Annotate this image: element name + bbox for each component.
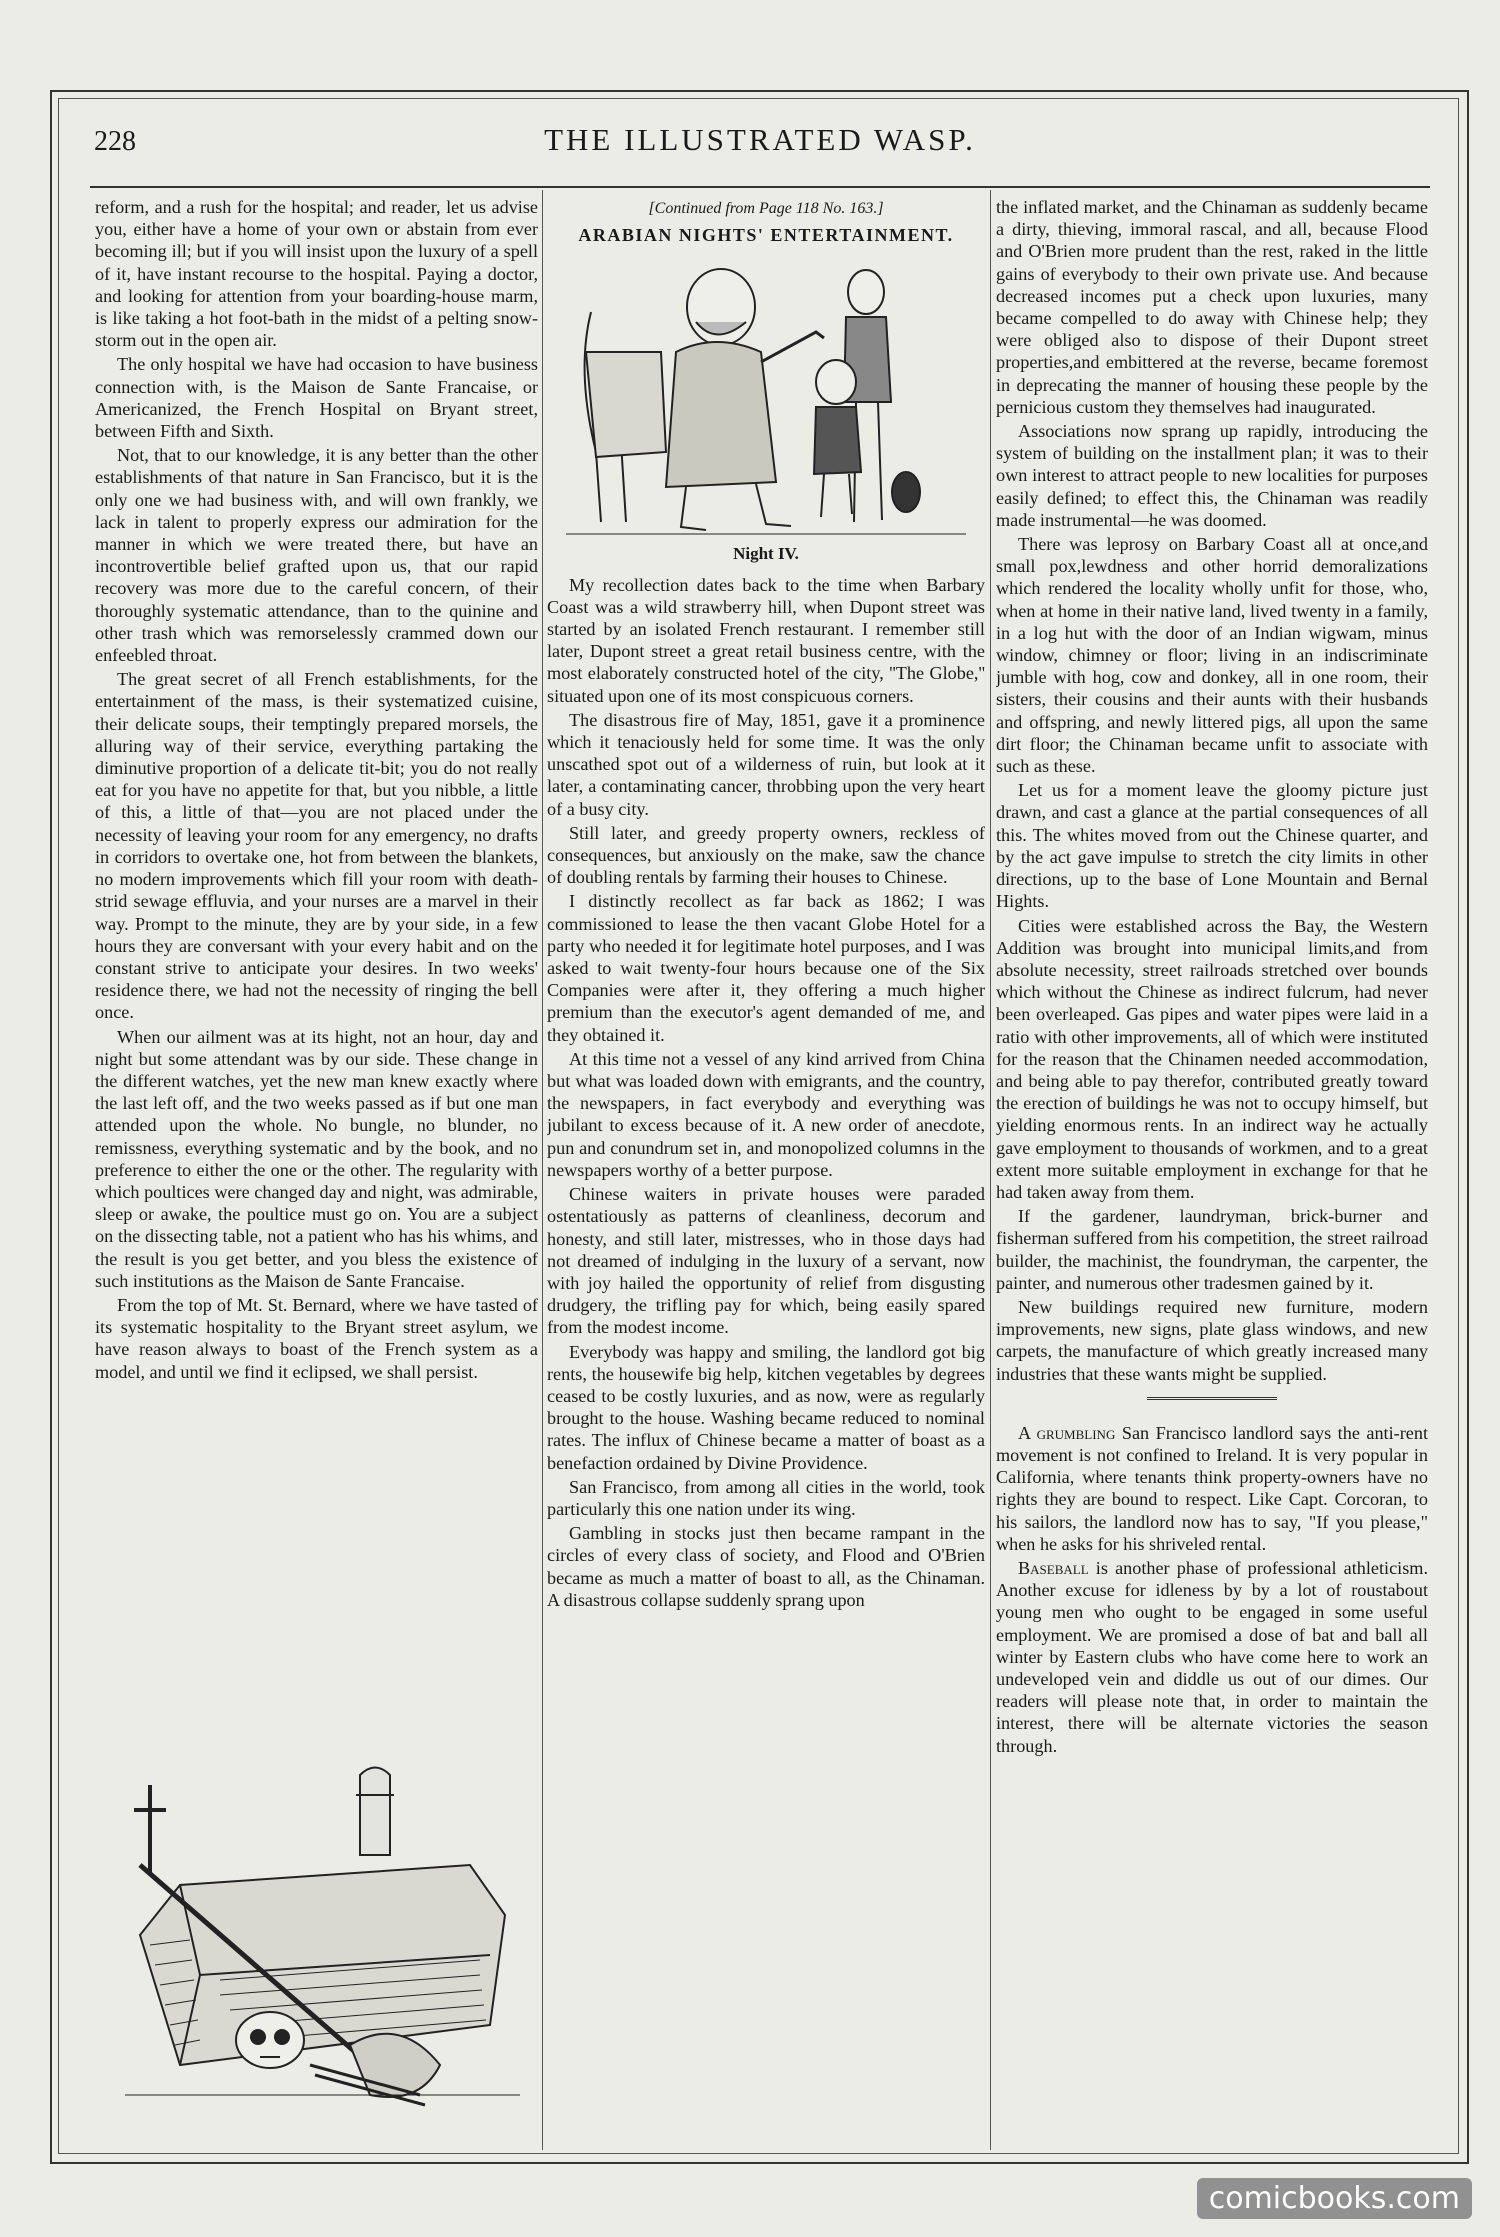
section-divider <box>1147 1397 1277 1400</box>
page-number: 228 <box>94 126 136 157</box>
watermark: comicbooks.com <box>1197 2178 1472 2219</box>
paragraph: The disastrous fire of May, 1851, gave it a prominence which it tenaciously held for some time. It was the only unscathed spot out of a wilderness of ruin, but look at it later, a contaminating cancer, throbbing upon the very heart of a busy city. <box>547 709 985 819</box>
paragraph: I distinctly recollect as far back as 1862; I was commissioned to lease the then vacant Globe Hotel for a party who needed it for legitimate hotel purposes, and I was asked to wait twenty-four hours because one of the Six Companies were after it, they offering a much higher premium than the executor's agent demanded of me, and they obtained it. <box>547 891 985 1045</box>
paragraph: The only hospital we have had occasion to have business connection with, is the Maison de Sante Francaise, or Americanized, the French Hospital on Bryant street, between Fifth and Sixth. <box>95 354 538 442</box>
column-rule <box>542 190 543 2150</box>
paragraph <box>996 1557 1428 1757</box>
paragraph: Associations now sprang up rapidly, introducing the system of building on the installment plan; it was to their own interest to attract people to new localities for purposes easily defined; to effect this, the Chinaman was readily made instrumental—he was doomed. <box>996 421 1428 530</box>
paragraph: If the gardener, laundryman, brick-burner and fisherman suffered from his competition, the street railroad builder, the machinist, the foundryman, the carpenter, the painter, and numerous other tradesmen gained by it. <box>996 1206 1428 1293</box>
paragraph: Not, that to our knowledge, it is any better than the other establishments of that nature in San Francisco, but it is the only one we had business with, and will own frankly, we lack in talent to properly express our admiration for the manner in which we were treated there, but have an incontrovertible belief grafted upon us, that our rapid recovery was more due to the careful concern, of their thoroughly systematic attendance, than to the quinine and other trash which was remorselessly crammed down our enfeebled throat. <box>95 445 538 666</box>
article-title: ARABIAN NIGHTS' ENTERTAINMENT. <box>578 225 954 246</box>
paragraph: Cities were established across the Bay, the Western Addition was brought into municipal limits,and from absolute necessity, street railroads stretched over bounds which without the Chinese as indirect fulcrum, had never been overleaped. Gas pipes and water pipes were laid in a ratio with other improvements, all of which were instituted for the reason that the Chinamen needed accommodation, and being able to pay therefor, contributed greatly toward the erection of buildings he was not to occupy himself, but yielding enormous rents. In an indirect way he actually gave employment to thousands of workmen, and to a great extent more suitable employment in exchange for that he had taken away from them. <box>996 915 1428 1202</box>
paragraph: New buildings required new furniture, modern improvements, new signs, plate glass windows, and new carpets, the manufacture of which greatly increased many industries that these wants might be supplied. <box>996 1296 1428 1384</box>
paragraph: Let us for a moment leave the gloomy picture just drawn, and cast a glance at the partial consequences of all this. The whites moved from out the Chinese quarter, and by the act gave impulse to stretch the city limits in other directions, up to the base of Lone Mountain and Bernal Hights. <box>996 780 1428 912</box>
arabian-nights-illustration <box>566 252 966 537</box>
paragraph: At this time not a vessel of any kind arrived from China but what was loaded down with emigrants, and the country, the newspapers, in fact everybody and everything was jubilant to excess because of it. A new order of anecdote, pun and conundrum set in, and monopolized columns in the newspapers worthy of a better purpose. <box>547 1048 985 1180</box>
column-rule <box>990 190 991 2150</box>
column-1 <box>95 196 538 1761</box>
lead-in: Baseball <box>1018 1557 1089 1578</box>
illustration-caption: Night IV. <box>733 544 799 564</box>
paragraph: When our ailment was at its hight, not an hour, day and night but some attendant was by our side. These change in the different watches, yet the new man knew exactly where the last left off, and the two weeks passed as if but one man attended upon the whole. No bungle, no blunder, no remissness, everything systematic and by the book, and no preference to either the one or the other. The regularity with which poultices were changed day and night, was admirable, sleep or awake, the poultice must go on. You are a subject on the dissecting table, not a patient who has his whims, and the result is you get better, and you bless the existence of such institutions as the Maison de Sante Francaise. <box>95 1026 538 1291</box>
lead-in: A grumbling <box>1018 1422 1116 1443</box>
page-header <box>90 120 1430 180</box>
paragraph: the inflated market, and the Chinaman as suddenly became a dirty, thieving, immoral rascal, and all, because Flood and O'Brien more prudent than the rest, raked in the little gains of everybody to their own private use. And because decreased incomes put a check upon luxuries, many became compelled to do away with Chinese help; they were obliged also to dispose of their Dupont street properties,and embittered at the reverse, became foremost in deprecating the manner of housing these people by the pernicious custom they themselves had inaugurated. <box>996 197 1428 417</box>
paragraph-text: is another phase of professional athleticism. Another excuse for idleness by by a lot of roustabout young men who ought to be engaged in some useful employment. We are promised a dose of bat and ball all winter by Eastern clubs who have come here to work an undeveloped vein and diddle us out of our dimes. Our readers will please note that, in order to maintain the interest, there will be alternate victories the season through. <box>996 1557 1428 1756</box>
column-3 <box>996 196 1428 2146</box>
paragraph: My recollection dates back to the time when Barbary Coast was a wild strawberry hill, when Dupont street was started by an isolated French restaurant. I remember still later, Dupont street a great retail business centre, with the most elaborately constructed hotel of the city, ''The Globe,'' situated upon one of its most conspicuous corners. <box>547 574 985 706</box>
paragraph: The great secret of all French establishments, for the entertainment of the mass, is their systematized cuisine, their delicate soups, their temptingly prepared morsels, the alluring way of their service, everything partaking the diminutive proportion of a delicate tit-bit; you do not really eat for you have no appetite for that, but you nibble, a little of this, a little of that—you are not placed under the necessity of leaving your room for any emergency, no drafts in corridors to overtake one, hot from between the blankets, no modern improvements which fill your room with death-strid sewage effluvia, and your nurses are a marvel in their way. Prompt to the minute, they are by your side, in a few hours they are conversant with your every habit and on the constant strive to anticipate your desires. In two weeks' residence there, we had not the necessity of ringing the bell once. <box>95 669 538 1023</box>
paragraph: There was leprosy on Barbary Coast all at once,and small pox,lewdness and other horrid demoralizations which rendered the locality wholly unfit for those, who, when at home in their native land, lived twenty in a family, in a log hut with the door of an Indian wigwam, minus window, chimney or floor; living in an indiscriminate jumble with hog, cow and donkey, all in one room, their sisters, their cousins and their aunts with their husbands and offspring, and newly littered pigs, all upon the same dirt floor; the Chinaman became unfit to associate with such as these. <box>996 534 1428 777</box>
paragraph: Still later, and greedy property owners, reckless of consequences, but anxiously on the make, saw the chance of doubling rentals by farming their houses to Chinese. <box>547 822 985 888</box>
continued-note: [Continued from Page 118 No. 163.] <box>648 200 884 217</box>
paragraph: Gambling in stocks just then became rampant in the circles of every class of society, and Flood and O'Brien became as much a matter of boast to all, as the Chinaman. A disastrous collapse suddenly sprang upon <box>547 1523 985 1610</box>
paragraph: San Francisco, from among all cities in the world, took particularly this one nation under its wing. <box>547 1476 985 1519</box>
paragraph: Chinese waiters in private houses were paraded ostentatiously as patterns of cleanliness, decorum and honesty, and still later, mistresses, who in those days had not dreamed of indulging in the luxury of a servant, now with joy hailed the opportunity of relief from disgusting drudgery, the trifling pay for which, being easily spared from the modest income. <box>547 1184 985 1338</box>
grave-illustration <box>120 1765 525 2110</box>
masthead: THE ILLUSTRATED WASP. <box>544 122 976 157</box>
column-2 <box>547 196 985 2146</box>
paragraph: From the top of Mt. St. Bernard, where we have tasted of its systematic hospitality to the Bryant street asylum, we have reason always to boast of the French system as a model, and until we find it eclipsed, we shall persist. <box>95 1294 538 1382</box>
paragraph <box>996 1422 1428 1555</box>
header-rule <box>90 186 1430 188</box>
paragraph: Everybody was happy and smiling, the landlord got big rents, the housewife big help, kitchen vegetables by degrees ceased to be costly luxuries, and as now, were as regularly brought to the house. Washing became reduced to nominal rates. The influx of Chinese became a matter of boast as a benefaction ordained by Divine Providence. <box>547 1341 985 1473</box>
paragraph: reform, and a rush for the hospital; and reader, let us advise you, either have a home of your own or abstain from ever becoming ill; but if you will insist upon the luxury of a spell of it, have instant recourse to the hospital. Paying a doctor, and looking for attention from your boarding-house marm, is like taking a hot foot-bath in the midst of a pelting snow-storm out in the open air. <box>95 197 538 351</box>
paragraph-text: San Francisco landlord says the anti-rent movement is not confined to Ireland. It is very popular in California, where tenants think property-owners have no rights they are bound to respect. Like Capt. Corcoran, to his sailors, the landlord now has to say, "If you please," when he asks for his shriveled rental. <box>996 1422 1428 1554</box>
